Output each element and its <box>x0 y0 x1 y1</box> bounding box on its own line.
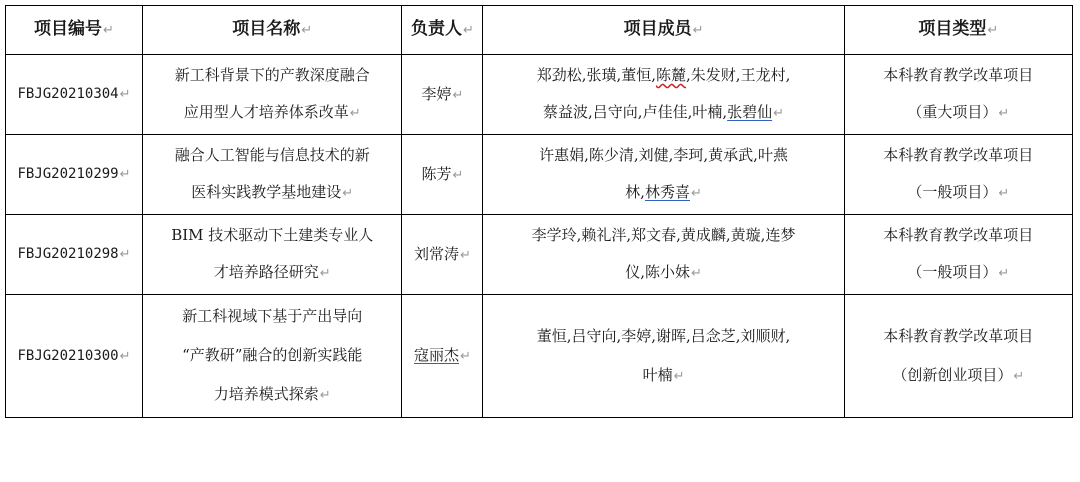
paragraph-mark-icon: ↵ <box>119 167 131 182</box>
project-name-line: 应用型人才培养体系改革 <box>183 103 349 121</box>
project-name <box>143 55 402 135</box>
paragraph-mark-icon: ↵ <box>998 266 1010 281</box>
project-name-line: “产教研”融合的创新实践能 <box>182 346 363 364</box>
paragraph-mark-icon: ↵ <box>319 388 331 403</box>
project-code: FBJG20210300↵ <box>6 295 143 418</box>
header-leader: 负责人↵ <box>402 6 483 55</box>
paragraph-mark-icon: ↵ <box>998 106 1010 121</box>
paragraph-mark-icon: ↵ <box>463 23 474 38</box>
paragraph-mark-icon: ↵ <box>342 186 354 201</box>
grammar-flag: 张碧仙 <box>727 103 773 121</box>
project-code: FBJG20210299↵ <box>6 135 143 215</box>
paragraph-mark-icon: ↵ <box>692 23 704 38</box>
project-name-line: 新工科视域下基于产出导向 <box>182 307 363 325</box>
project-leader <box>402 295 483 418</box>
grammar-flag: 林秀喜 <box>644 183 690 201</box>
project-type: 本科教育教学改革项目 （一般项目）↵ <box>844 215 1072 295</box>
project-table <box>5 5 1073 418</box>
paragraph-mark-icon: ↵ <box>673 368 685 384</box>
project-name-line: 才培养路径研究 <box>213 263 319 281</box>
project-name <box>143 215 402 295</box>
project-code: FBJG20210304↵ <box>6 55 143 135</box>
project-name-line: 医科实践教学基地建设 <box>191 183 342 201</box>
project-members: 董恒,吕守向,李婷,谢晖,吕念芝,刘顺财, 叶楠↵ <box>483 295 844 418</box>
project-leader: 陈芳↵ <box>402 135 483 215</box>
paragraph-mark-icon: ↵ <box>119 348 131 364</box>
project-name-line: 融合人工智能与信息技术的新 <box>174 146 370 164</box>
spellcheck-flag: 陈麓 <box>656 66 687 84</box>
header-type: 项目类型↵ <box>844 6 1072 55</box>
project-type: 本科教育教学改革项目 （一般项目）↵ <box>844 135 1072 215</box>
project-members: 许惠娟,陈少清,刘健,李珂,黄承武,叶燕 林,林秀喜↵ <box>483 135 844 215</box>
paragraph-mark-icon: ↵ <box>690 186 702 201</box>
paragraph-mark-icon: ↵ <box>452 167 464 183</box>
project-name-line: BIM 技术驱动下土建类专业人 <box>171 226 374 244</box>
project-name <box>143 135 402 215</box>
project-leader: 李婷↵ <box>402 55 483 135</box>
paragraph-mark-icon: ↵ <box>987 23 999 38</box>
table-row <box>6 55 1073 135</box>
grammar-flag: 寇丽杰 <box>414 346 460 364</box>
header-code: 项目编号↵ <box>6 6 143 55</box>
project-type: 本科教育教学改革项目 （创新创业项目）↵ <box>844 295 1072 418</box>
project-name-line: 新工科背景下的产教深度融合 <box>174 66 370 84</box>
paragraph-mark-icon: ↵ <box>460 349 471 364</box>
header-name: 项目名称↵ <box>143 6 402 55</box>
paragraph-mark-icon: ↵ <box>460 247 471 263</box>
paragraph-mark-icon: ↵ <box>773 106 785 121</box>
project-name-line: 力培养模式探索 <box>213 385 319 403</box>
paragraph-mark-icon: ↵ <box>319 266 331 281</box>
project-leader: 刘常涛↵ <box>402 215 483 295</box>
project-members: 郑劲松,张璜,董恒,陈麓,朱发财,王龙村, 蔡益波,吕守向,卢佳佳,叶楠,张碧仙↵ <box>483 55 844 135</box>
paragraph-mark-icon: ↵ <box>119 87 131 102</box>
project-name <box>143 295 402 418</box>
paragraph-mark-icon: ↵ <box>103 23 114 38</box>
project-code: FBJG20210298↵ <box>6 215 143 295</box>
paragraph-mark-icon: ↵ <box>349 106 361 121</box>
table-row <box>6 295 1073 418</box>
table-row <box>6 215 1073 295</box>
project-type: 本科教育教学改革项目 （重大项目）↵ <box>844 55 1072 135</box>
paragraph-mark-icon: ↵ <box>119 247 131 262</box>
paragraph-mark-icon: ↵ <box>998 186 1010 201</box>
paragraph-mark-icon: ↵ <box>452 87 464 103</box>
table-row <box>6 135 1073 215</box>
header-row <box>6 6 1073 55</box>
paragraph-mark-icon: ↵ <box>301 23 313 38</box>
project-members: 李学玲,赖礼泮,郑文春,黄成麟,黄璇,连梦 仪,陈小妹↵ <box>483 215 844 295</box>
paragraph-mark-icon: ↵ <box>1013 368 1025 384</box>
paragraph-mark-icon: ↵ <box>690 266 702 281</box>
header-members: 项目成员↵ <box>483 6 844 55</box>
